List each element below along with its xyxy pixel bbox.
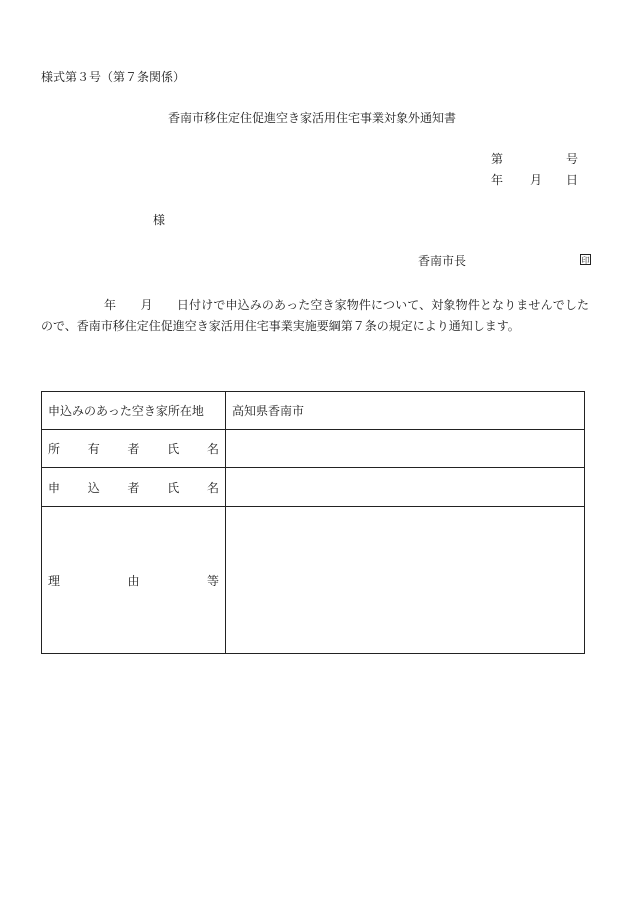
applicant-name-value bbox=[226, 468, 585, 507]
body-month: 月 bbox=[140, 298, 153, 312]
issue-date bbox=[491, 174, 578, 186]
issuer-name: 香南市長 bbox=[418, 254, 467, 268]
table-row bbox=[42, 392, 585, 430]
address-value: 高知県香南市 bbox=[226, 392, 585, 430]
document-number bbox=[491, 153, 578, 165]
application-info-table bbox=[41, 391, 585, 654]
document-number-suffix: 号 bbox=[565, 152, 578, 166]
reason-value bbox=[226, 507, 585, 654]
table-row bbox=[42, 507, 585, 654]
document-number-blank bbox=[503, 153, 566, 165]
table-row bbox=[42, 430, 585, 468]
date-month: 月 bbox=[529, 173, 542, 187]
owner-name-label: 所 有 者 氏 名 bbox=[42, 430, 226, 468]
owner-name-value bbox=[226, 430, 585, 468]
notice-body bbox=[41, 295, 589, 337]
form-number: 様式第３号（第７条関係） bbox=[41, 70, 186, 84]
document-title: 香南市移住定住促進空き家活用住宅事業対象外通知書 bbox=[168, 111, 457, 125]
addressee: 様 bbox=[153, 213, 166, 227]
date-day: 日 bbox=[565, 173, 578, 187]
body-year: 年 bbox=[104, 298, 117, 312]
body-text: 日付けで申込みのあった空き家物件について、対象物件となりませんでしたので、香南市移住定住促進空き家活用住宅事業実施要綱第７条の規定により通知します。 bbox=[41, 298, 589, 333]
reason-label: 理 由 等 bbox=[42, 507, 226, 654]
seal-icon: 印 bbox=[581, 256, 590, 265]
document-number-prefix: 第 bbox=[490, 152, 503, 166]
address-label: 申込みのあった空き家所在地 bbox=[42, 392, 226, 430]
table-row bbox=[42, 468, 585, 507]
applicant-name-label: 申 込 者 氏 名 bbox=[42, 468, 226, 507]
date-year: 年 bbox=[490, 173, 503, 187]
